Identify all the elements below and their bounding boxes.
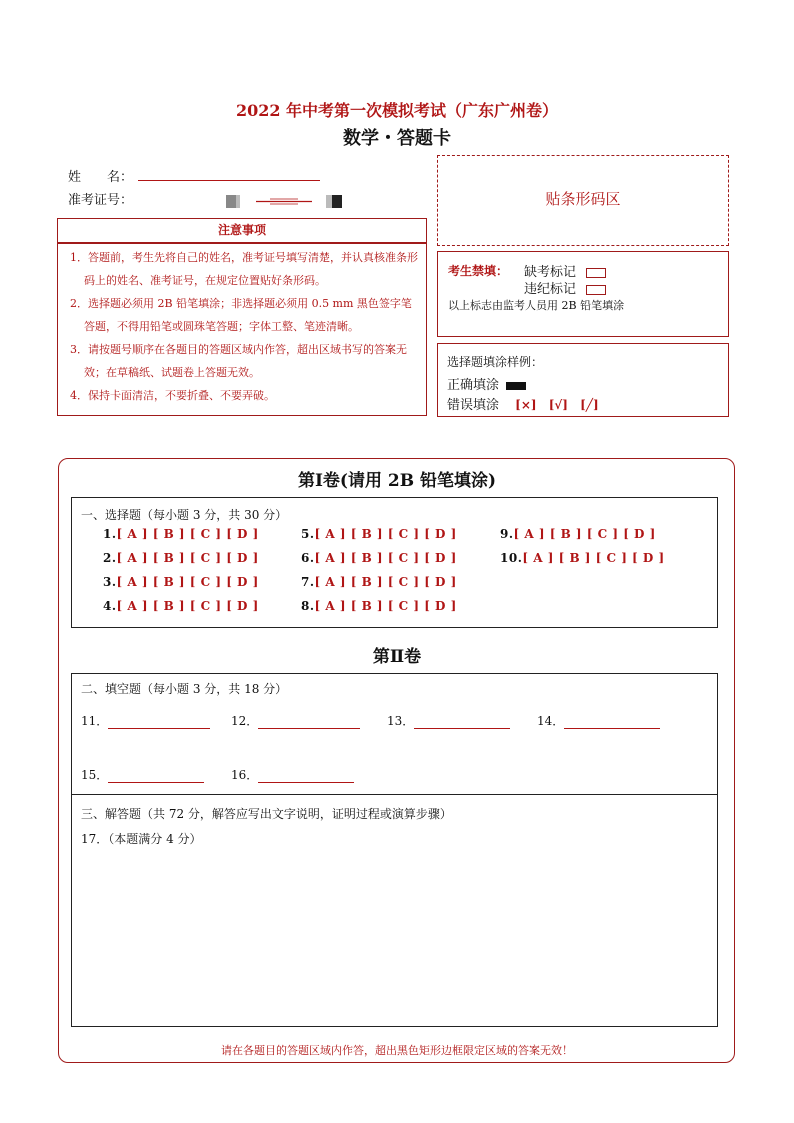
prohibited-label: 考生禁填：	[448, 264, 509, 278]
notice-header	[57, 218, 427, 243]
notice-item-1: 1．答题前，考生先将自己的姓名，准考证号填写清楚，并认真核准条形码上的姓名、准考证号，在规定位置贴好条形码。	[70, 251, 418, 287]
prohibited-box	[437, 251, 729, 337]
choice-section	[71, 497, 718, 628]
notice-item-3: 3．请按题号顺序在各题目的答题区域内作答，超出区域书写的答案无效；在草稿纸、试题卷上答题无效。	[70, 343, 407, 379]
fill-example-title: 选择题填涂样例：	[447, 355, 544, 369]
violation-mark-row	[524, 278, 606, 297]
choice-q4[interactable]: 4.[ A ] [ B ] [ C ] [ D ]	[103, 599, 259, 613]
fill-section-title: 二、填空题（每小题 3 分，共 18 分）	[81, 682, 288, 696]
choice-q1[interactable]: 1.[ A ] [ B ] [ C ] [ D ]	[103, 527, 259, 541]
q17-answer-area[interactable]	[81, 850, 708, 1020]
fill-q12[interactable]: 12．	[231, 712, 360, 729]
page-subtitle: 数学・答题卡	[343, 128, 451, 149]
notice-title: 注意事项	[217, 223, 266, 237]
fill-example-box	[437, 343, 729, 417]
exam-id-label: 准考证号：	[68, 193, 134, 208]
notice-item-2: 2．选择题必须用 2B 铅笔填涂；非选择题必须用 0.5 mm 黑色签字笔答题，不得用铅笔或圆珠笔答题；字体工整、笔迹清晰。	[70, 297, 412, 333]
name-label: 姓 名：	[68, 170, 134, 185]
fill-q16[interactable]: 16．	[231, 766, 354, 783]
fill-q11-line[interactable]	[108, 714, 210, 729]
part1-title: 第Ⅰ卷(请用 2B 铅笔填涂)	[297, 471, 497, 491]
choice-q10[interactable]: 10.[ A ] [ B ] [ C ] [ D ]	[500, 551, 665, 565]
correct-fill-row	[447, 374, 526, 393]
footer-warning: 请在各题目的答题区域内作答，超出黑色矩形边框限定区域的答案无效！	[221, 1044, 573, 1057]
part2-section	[71, 673, 718, 1027]
fill-q14-line[interactable]	[564, 714, 660, 729]
part2-title: 第Ⅱ卷	[372, 647, 422, 667]
absent-mark-box[interactable]	[586, 268, 606, 278]
section-divider	[72, 794, 717, 795]
fill-q13[interactable]: 13．	[387, 712, 510, 729]
wrong-mark-3: [╱]	[580, 398, 599, 412]
notice-box	[57, 243, 427, 416]
correct-fill-label: 正确填涂	[447, 378, 500, 393]
prohibited-note: 以上标志由监考人员用 2B 铅笔填涂	[448, 299, 625, 312]
solve-section-title: 三、解答题（共 72 分，解答应写出文字说明，证明过程或演算步骤）	[81, 807, 452, 821]
fill-q12-line[interactable]	[258, 714, 360, 729]
fill-q15[interactable]: 15．	[81, 766, 204, 783]
absent-mark-label: 缺考标记	[524, 265, 577, 280]
choice-q9[interactable]: 9.[ A ] [ B ] [ C ] [ D ]	[500, 527, 656, 541]
fill-q11[interactable]: 11．	[81, 712, 210, 729]
choice-q6[interactable]: 6.[ A ] [ B ] [ C ] [ D ]	[301, 551, 457, 565]
wrong-mark-1: [×]	[515, 398, 537, 412]
barcode-graphic	[226, 193, 342, 206]
barcode-area-label: 贴条形码区	[545, 190, 621, 208]
fill-q15-line[interactable]	[108, 768, 204, 783]
wrong-mark-2: [√]	[548, 398, 568, 412]
choice-q3[interactable]: 3.[ A ] [ B ] [ C ] [ D ]	[103, 575, 259, 589]
barcode-area	[437, 155, 729, 246]
wrong-fill-row	[447, 394, 599, 413]
q17-label: 17．（本题满分 4 分）	[81, 832, 202, 846]
choice-q5[interactable]: 5.[ A ] [ B ] [ C ] [ D ]	[301, 527, 457, 541]
fill-q16-line[interactable]	[258, 768, 354, 783]
name-field[interactable]	[138, 180, 320, 181]
notice-item-4: 4．保持卡面清洁，不要折叠、不要弄破。	[70, 389, 275, 402]
choice-q8[interactable]: 8.[ A ] [ B ] [ C ] [ D ]	[301, 599, 457, 613]
fill-q13-line[interactable]	[414, 714, 510, 729]
page-title: 2022 年中考第一次模拟考试（广东广州卷）	[235, 101, 559, 120]
filled-mark-icon	[506, 382, 526, 390]
choice-section-title: 一、选择题（每小题 3 分，共 30 分）	[81, 508, 288, 522]
wrong-fill-label: 错误填涂	[447, 398, 500, 413]
violation-mark-box[interactable]	[586, 285, 606, 295]
violation-mark-label: 违纪标记	[524, 282, 577, 297]
choice-q7[interactable]: 7.[ A ] [ B ] [ C ] [ D ]	[301, 575, 457, 589]
choice-q2[interactable]: 2.[ A ] [ B ] [ C ] [ D ]	[103, 551, 259, 565]
fill-q14[interactable]: 14．	[537, 712, 660, 729]
